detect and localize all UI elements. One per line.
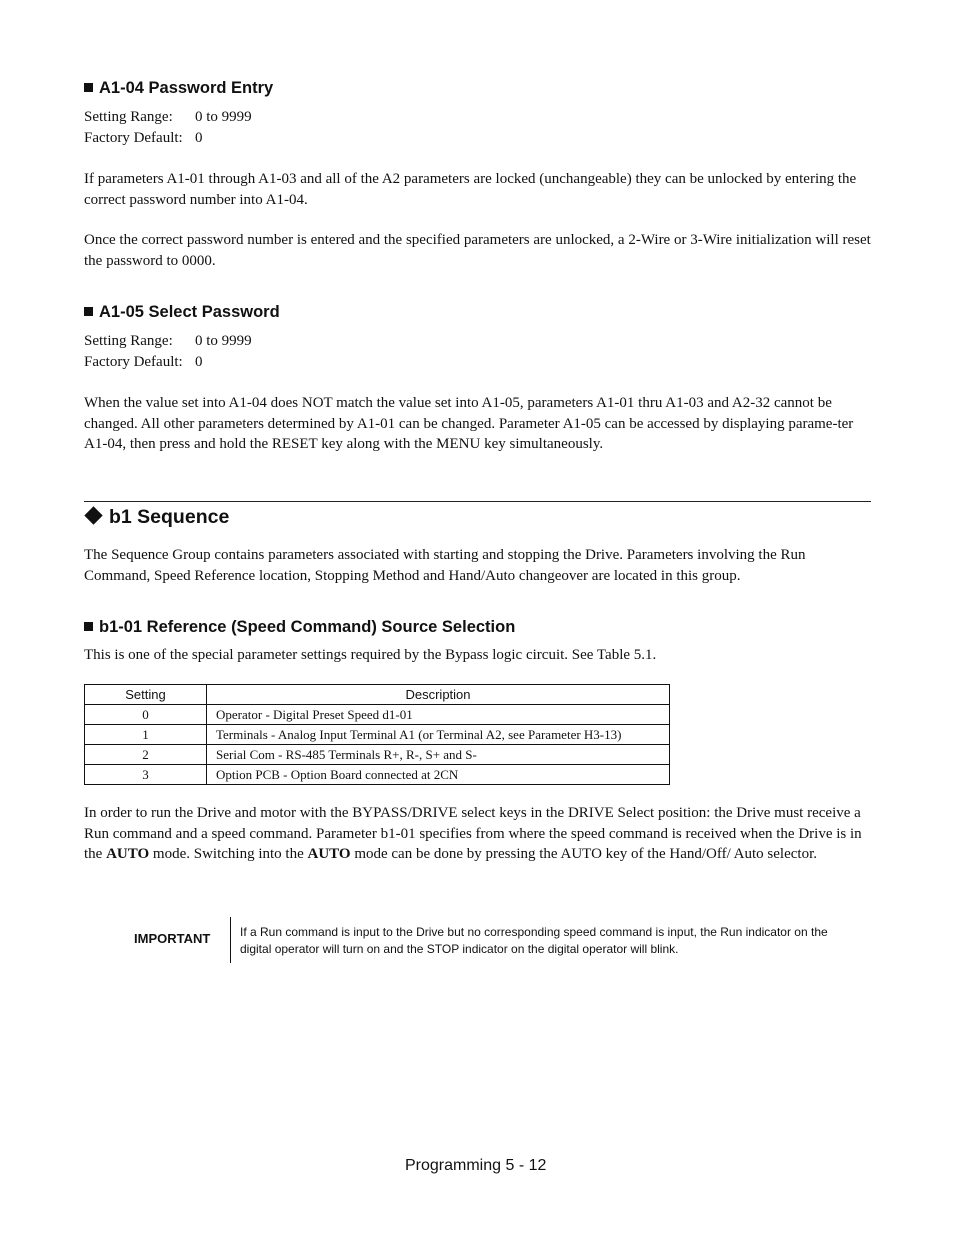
b101-body-paragraph: In order to run the Drive and motor with the BYPASS/DRIVE select keys in the DRIVE Select position: the Drive must receive a Run command and a speed command. Parameter b1-01 specifies from where the speed command is received when the Drive is in the AUTO mode. Switching into the AUTO mode can be done by pressing the AUTO key of the Hand/Off/ Auto selector. <box>84 805 862 862</box>
table-header-row <box>85 685 670 705</box>
section-divider <box>84 501 871 502</box>
column-header-setting: Setting <box>85 685 207 705</box>
a104-setting-range: Setting Range: 0 to 9999 <box>84 109 252 125</box>
setting-cell: 1 <box>85 725 207 745</box>
table-row <box>85 765 670 785</box>
column-header-description: Description <box>207 685 670 705</box>
bullet-square-icon <box>84 622 93 631</box>
description-cell: Operator - Digital Preset Speed d1-01 <box>207 705 670 725</box>
bullet-square-icon <box>84 83 93 92</box>
table-row <box>85 705 670 725</box>
setting-table <box>84 684 670 785</box>
a104-heading: A1-04 Password Entry <box>84 78 273 98</box>
setting-cell: 2 <box>85 745 207 765</box>
description-cell: Option PCB - Option Board connected at 2CN <box>207 765 670 785</box>
bullet-square-icon <box>84 307 93 316</box>
b1-heading: b1 Sequence <box>84 505 229 529</box>
a105-factory-default: Factory Default: 0 <box>84 354 203 370</box>
b101-intro: This is one of the special parameter settings required by the Bypass logic circuit. See Table 5.1. <box>84 647 657 663</box>
a104-paragraph-2: Once the correct password number is entered and the specified parameters are unlocked, a 2-Wire or 3-Wire initialization will reset the password to 0000. <box>84 232 871 269</box>
diamond-bullet-icon <box>84 506 102 524</box>
description-cell: Terminals - Analog Input Terminal A1 (or Terminal A2, see Parameter H3-13) <box>207 725 670 745</box>
table-row <box>85 725 670 745</box>
important-divider <box>230 917 231 963</box>
important-text: If a Run command is input to the Drive but no corresponding speed command is input, the Run indicator on the digital operator will turn on and the STOP indicator on the digital operator will blink. <box>240 925 828 956</box>
b1-intro: The Sequence Group contains parameters associated with starting and stopping the Drive. Parameters involving the Run Command, Speed Reference location, Stopping Method and Hand/Auto changeover are located in this group. <box>84 547 806 584</box>
b101-heading: b1-01 Reference (Speed Command) Source Selection <box>84 617 515 637</box>
a104-factory-default: Factory Default: 0 <box>84 130 203 146</box>
setting-cell: 0 <box>85 705 207 725</box>
a105-paragraph-1: When the value set into A1-04 does NOT match the value set into A1-05, parameters A1-01 thru A1-03 and A2-32 cannot be changed. All other parameters determined by A1-01 can be changed. Parameter A1-05 can be accessed by displaying parame-ter A1-04, then press and hold the RESET key along with the MENU key simultaneously. <box>84 395 854 452</box>
a104-paragraph-1: If parameters A1-01 through A1-03 and all of the A2 parameters are locked (unchangeable) they can be unlocked by entering the correct password number into A1-04. <box>84 171 857 208</box>
a105-heading: A1-05 Select Password <box>84 302 280 322</box>
table-row <box>85 745 670 765</box>
setting-cell: 3 <box>85 765 207 785</box>
description-cell: Serial Com - RS-485 Terminals R+, R-, S+ and S- <box>207 745 670 765</box>
page-footer: Programming 5 - 12 <box>405 1157 547 1174</box>
important-label: IMPORTANT <box>134 931 211 946</box>
a105-setting-range: Setting Range: 0 to 9999 <box>84 333 252 349</box>
